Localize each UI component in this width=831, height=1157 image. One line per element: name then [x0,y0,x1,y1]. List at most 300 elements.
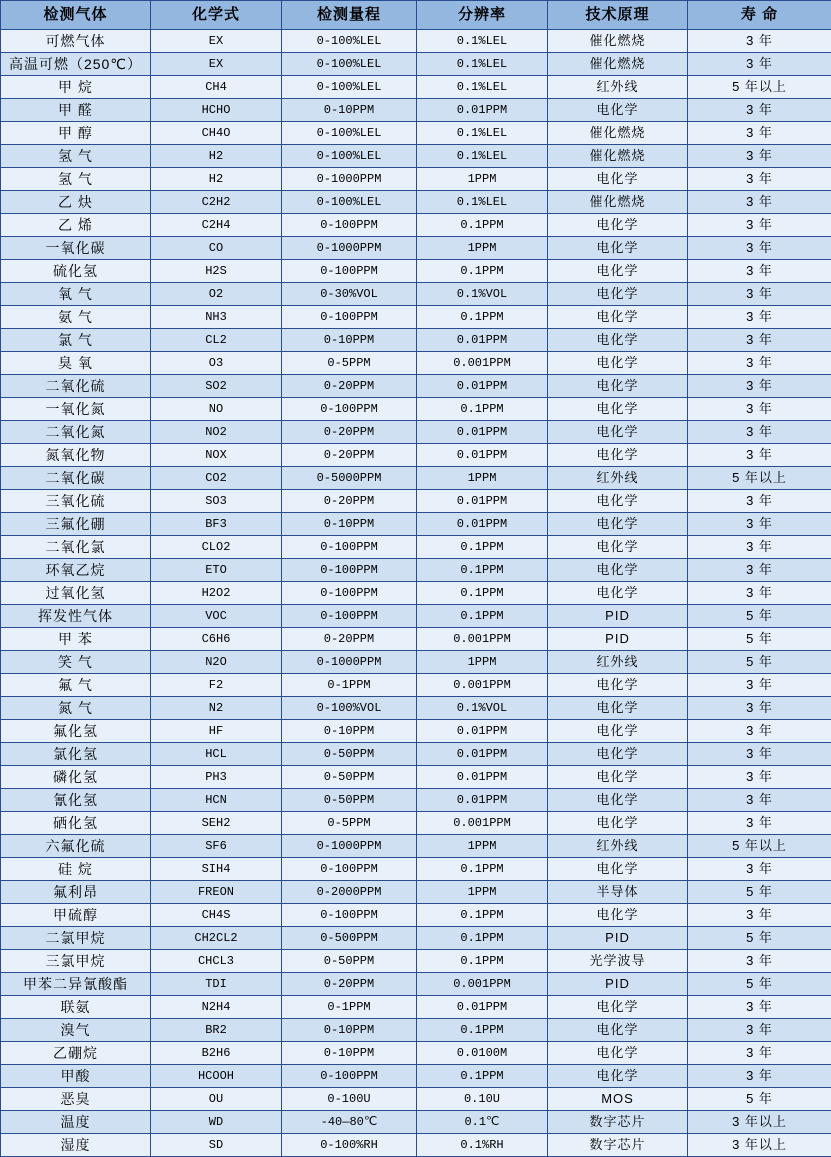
cell-gas: 溴气 [1,1019,151,1042]
cell-resolution: 0.1%VOL [417,283,548,306]
table-row [1,720,831,743]
cell-gas: 恶臭 [1,1088,151,1111]
cell-lifetime: 5 年 [688,973,831,996]
cell-formula: VOC [151,605,282,628]
cell-lifetime: 3 年 [688,421,831,444]
cell-resolution: 0.01PPM [417,743,548,766]
table-row [1,53,831,76]
cell-lifetime: 5 年 [688,605,831,628]
cell-gas: 硫化氢 [1,260,151,283]
cell-range: 0-1000PPM [282,835,417,858]
table-row [1,191,831,214]
cell-principle: 催化燃烧 [548,145,688,168]
cell-resolution: 1PPM [417,881,548,904]
cell-principle: 电化学 [548,329,688,352]
cell-lifetime: 5 年 [688,1088,831,1111]
table-row [1,743,831,766]
cell-gas: 三氯甲烷 [1,950,151,973]
table-row [1,559,831,582]
table-row [1,904,831,927]
cell-lifetime: 3 年 [688,559,831,582]
cell-formula: EX [151,30,282,53]
cell-resolution: 0.01PPM [417,996,548,1019]
cell-range: 0-100%LEL [282,145,417,168]
cell-resolution: 0.001PPM [417,674,548,697]
cell-range: 0-100%VOL [282,697,417,720]
cell-lifetime: 3 年 [688,1065,831,1088]
cell-principle: 电化学 [548,789,688,812]
cell-gas: 二氧化氯 [1,536,151,559]
cell-principle: 电化学 [548,536,688,559]
table-row [1,1111,831,1134]
cell-gas: 氮 气 [1,697,151,720]
cell-gas: 甲硫醇 [1,904,151,927]
cell-range: 0-20PPM [282,375,417,398]
cell-formula: SEH2 [151,812,282,835]
cell-range: 0-50PPM [282,789,417,812]
cell-formula: WD [151,1111,282,1134]
cell-gas: 氧 气 [1,283,151,306]
cell-gas: 氟利昂 [1,881,151,904]
cell-resolution: 0.1PPM [417,260,548,283]
cell-formula: CO2 [151,467,282,490]
cell-principle: 数字芯片 [548,1134,688,1157]
cell-lifetime: 3 年 [688,352,831,375]
column-header-gas: 检测气体 [1,1,151,30]
cell-principle: 电化学 [548,674,688,697]
cell-resolution: 0.10U [417,1088,548,1111]
cell-principle: 电化学 [548,444,688,467]
cell-resolution: 0.1PPM [417,858,548,881]
column-header-formula: 化学式 [151,1,282,30]
table-row [1,76,831,99]
table-row [1,996,831,1019]
cell-formula: BR2 [151,1019,282,1042]
cell-gas: 氮氧化物 [1,444,151,467]
table-row [1,490,831,513]
cell-formula: EX [151,53,282,76]
table-row [1,513,831,536]
cell-lifetime: 3 年 [688,789,831,812]
cell-resolution: 0.1%LEL [417,191,548,214]
cell-principle: 电化学 [548,720,688,743]
cell-principle: 电化学 [548,1019,688,1042]
cell-gas: 甲苯二异氰酸酯 [1,973,151,996]
cell-gas: 一氧化氮 [1,398,151,421]
cell-range: 0-100PPM [282,536,417,559]
cell-range: 0-5000PPM [282,467,417,490]
cell-resolution: 0.01PPM [417,513,548,536]
table-row [1,858,831,881]
cell-formula: O3 [151,352,282,375]
cell-resolution: 0.0100M [417,1042,548,1065]
cell-range: 0-100%LEL [282,76,417,99]
cell-formula: O2 [151,283,282,306]
cell-principle: 电化学 [548,559,688,582]
cell-range: 0-50PPM [282,766,417,789]
cell-principle: 电化学 [548,513,688,536]
cell-lifetime: 5 年 [688,628,831,651]
cell-principle: PID [548,628,688,651]
cell-range: 0-100PPM [282,1065,417,1088]
cell-lifetime: 3 年 [688,260,831,283]
cell-lifetime: 3 年 [688,145,831,168]
cell-formula: N2 [151,697,282,720]
cell-range: 0-50PPM [282,950,417,973]
cell-lifetime: 3 年以上 [688,1134,831,1157]
cell-gas: 环氧乙烷 [1,559,151,582]
cell-principle: 数字芯片 [548,1111,688,1134]
table-row [1,1019,831,1042]
cell-resolution: 1PPM [417,467,548,490]
cell-principle: 电化学 [548,398,688,421]
cell-lifetime: 3 年 [688,1019,831,1042]
cell-gas: 二氧化碳 [1,467,151,490]
cell-resolution: 0.1PPM [417,582,548,605]
cell-lifetime: 3 年 [688,99,831,122]
cell-formula: HCHO [151,99,282,122]
cell-formula: NH3 [151,306,282,329]
table-row [1,697,831,720]
cell-principle: 电化学 [548,1065,688,1088]
cell-principle: 电化学 [548,582,688,605]
cell-formula: SF6 [151,835,282,858]
cell-lifetime: 5 年以上 [688,835,831,858]
table-row [1,973,831,996]
cell-gas: 二氯甲烷 [1,927,151,950]
cell-lifetime: 3 年 [688,1042,831,1065]
table-row [1,306,831,329]
cell-formula: CO [151,237,282,260]
cell-gas: 联氨 [1,996,151,1019]
cell-gas: 甲 醇 [1,122,151,145]
cell-range: 0-100%LEL [282,191,417,214]
cell-principle: 电化学 [548,904,688,927]
cell-resolution: 0.001PPM [417,812,548,835]
cell-formula: BF3 [151,513,282,536]
cell-gas: 乙 烯 [1,214,151,237]
cell-lifetime: 3 年 [688,812,831,835]
table-header [1,1,831,30]
table-row [1,1134,831,1157]
cell-principle: 红外线 [548,467,688,490]
table-row [1,1065,831,1088]
cell-resolution: 0.1PPM [417,1019,548,1042]
cell-resolution: 0.001PPM [417,973,548,996]
cell-formula: F2 [151,674,282,697]
table-row [1,881,831,904]
cell-formula: ETO [151,559,282,582]
cell-principle: 红外线 [548,835,688,858]
cell-gas: 三氟化硼 [1,513,151,536]
cell-principle: PID [548,973,688,996]
cell-resolution: 0.01PPM [417,99,548,122]
cell-resolution: 0.1%LEL [417,76,548,99]
table-row [1,605,831,628]
cell-range: 0-100PPM [282,904,417,927]
cell-formula: CLO2 [151,536,282,559]
cell-lifetime: 3 年 [688,398,831,421]
cell-range: 0-1000PPM [282,237,417,260]
cell-formula: CH4 [151,76,282,99]
cell-formula: SO3 [151,490,282,513]
cell-resolution: 0.01PPM [417,789,548,812]
table-row [1,145,831,168]
cell-gas: 氯化氢 [1,743,151,766]
cell-gas: 高温可燃（250℃） [1,53,151,76]
cell-principle: 红外线 [548,76,688,99]
cell-formula: CH4O [151,122,282,145]
table-body [1,30,831,1157]
cell-formula: N2H4 [151,996,282,1019]
table-row [1,329,831,352]
cell-resolution: 0.1%LEL [417,53,548,76]
cell-range: 0-5PPM [282,812,417,835]
cell-formula: HCN [151,789,282,812]
table-row [1,214,831,237]
cell-gas: 过氧化氢 [1,582,151,605]
cell-formula: FREON [151,881,282,904]
cell-gas: 挥发性气体 [1,605,151,628]
column-header-principle: 技术原理 [548,1,688,30]
cell-range: 0-100%RH [282,1134,417,1157]
cell-principle: 光学波导 [548,950,688,973]
cell-lifetime: 3 年 [688,30,831,53]
cell-resolution: 0.1PPM [417,927,548,950]
cell-gas: 三氧化硫 [1,490,151,513]
cell-principle: 电化学 [548,766,688,789]
cell-resolution: 0.1%RH [417,1134,548,1157]
cell-range: 0-1PPM [282,674,417,697]
cell-gas: 六氟化硫 [1,835,151,858]
cell-range: 0-20PPM [282,490,417,513]
cell-gas: 乙硼烷 [1,1042,151,1065]
cell-formula: B2H6 [151,1042,282,1065]
table-row [1,1088,831,1111]
cell-range: 0-10PPM [282,720,417,743]
cell-lifetime: 3 年 [688,237,831,260]
cell-range: 0-10PPM [282,1042,417,1065]
cell-lifetime: 3 年 [688,697,831,720]
table-row [1,122,831,145]
cell-range: 0-20PPM [282,421,417,444]
table-header-row [1,1,831,30]
cell-lifetime: 3 年 [688,168,831,191]
cell-formula: NOX [151,444,282,467]
cell-principle: 电化学 [548,283,688,306]
cell-gas: 甲酸 [1,1065,151,1088]
cell-range: 0-10PPM [282,513,417,536]
cell-formula: H2 [151,145,282,168]
cell-formula: CHCL3 [151,950,282,973]
cell-lifetime: 3 年 [688,191,831,214]
cell-gas: 氢 气 [1,168,151,191]
cell-resolution: 0.1PPM [417,950,548,973]
cell-lifetime: 3 年 [688,536,831,559]
table-row [1,674,831,697]
table-row [1,237,831,260]
table-row [1,375,831,398]
cell-principle: 电化学 [548,421,688,444]
cell-gas: 氰化氢 [1,789,151,812]
cell-principle: 电化学 [548,996,688,1019]
cell-range: 0-100U [282,1088,417,1111]
cell-lifetime: 3 年 [688,766,831,789]
table-row [1,950,831,973]
cell-lifetime: 3 年 [688,283,831,306]
cell-principle: 电化学 [548,168,688,191]
cell-lifetime: 3 年 [688,122,831,145]
cell-lifetime: 3 年 [688,904,831,927]
cell-lifetime: 3 年 [688,329,831,352]
cell-range: 0-1000PPM [282,651,417,674]
cell-formula: PH3 [151,766,282,789]
cell-resolution: 0.1PPM [417,559,548,582]
cell-lifetime: 3 年 [688,582,831,605]
cell-lifetime: 5 年以上 [688,76,831,99]
table-row [1,536,831,559]
column-header-lifetime: 寿 命 [688,1,831,30]
cell-resolution: 0.1PPM [417,1065,548,1088]
cell-gas: 二氧化硫 [1,375,151,398]
cell-resolution: 0.001PPM [417,352,548,375]
table-row [1,30,831,53]
cell-range: 0-10PPM [282,329,417,352]
table-row [1,835,831,858]
cell-lifetime: 5 年 [688,881,831,904]
cell-principle: 电化学 [548,1042,688,1065]
cell-resolution: 0.1℃ [417,1111,548,1134]
cell-lifetime: 3 年 [688,375,831,398]
cell-formula: N2O [151,651,282,674]
cell-range: 0-100%LEL [282,122,417,145]
cell-principle: 半导体 [548,881,688,904]
cell-gas: 甲 烷 [1,76,151,99]
cell-gas: 氟化氢 [1,720,151,743]
cell-range: 0-30%VOL [282,283,417,306]
cell-formula: HF [151,720,282,743]
table-row [1,421,831,444]
cell-principle: 电化学 [548,743,688,766]
cell-resolution: 0.1PPM [417,306,548,329]
cell-resolution: 1PPM [417,168,548,191]
cell-range: 0-20PPM [282,973,417,996]
cell-gas: 甲 醛 [1,99,151,122]
cell-principle: 催化燃烧 [548,30,688,53]
cell-resolution: 0.1%LEL [417,30,548,53]
table-row [1,352,831,375]
cell-lifetime: 3 年 [688,490,831,513]
cell-formula: C2H2 [151,191,282,214]
cell-gas: 氨 气 [1,306,151,329]
cell-range: 0-100PPM [282,605,417,628]
cell-resolution: 0.1PPM [417,536,548,559]
cell-principle: 催化燃烧 [548,191,688,214]
cell-principle: 电化学 [548,214,688,237]
cell-lifetime: 3 年以上 [688,1111,831,1134]
cell-range: 0-100PPM [282,214,417,237]
cell-formula: H2O2 [151,582,282,605]
cell-resolution: 1PPM [417,651,548,674]
cell-resolution: 0.1%LEL [417,122,548,145]
cell-range: 0-100PPM [282,260,417,283]
cell-range: 0-50PPM [282,743,417,766]
cell-range: 0-100%LEL [282,53,417,76]
cell-gas: 温度 [1,1111,151,1134]
cell-lifetime: 3 年 [688,444,831,467]
cell-resolution: 0.1%LEL [417,145,548,168]
cell-formula: NO2 [151,421,282,444]
table-row [1,582,831,605]
table-row [1,789,831,812]
cell-principle: 电化学 [548,352,688,375]
cell-lifetime: 3 年 [688,306,831,329]
table-row [1,927,831,950]
cell-principle: 红外线 [548,651,688,674]
cell-gas: 笑 气 [1,651,151,674]
cell-formula: C6H6 [151,628,282,651]
cell-formula: CL2 [151,329,282,352]
cell-resolution: 0.1PPM [417,904,548,927]
cell-range: 0-100PPM [282,306,417,329]
cell-formula: H2 [151,168,282,191]
cell-range: 0-20PPM [282,628,417,651]
cell-gas: 可燃气体 [1,30,151,53]
cell-gas: 臭 氧 [1,352,151,375]
cell-formula: SIH4 [151,858,282,881]
cell-principle: 电化学 [548,306,688,329]
cell-range: 0-20PPM [282,444,417,467]
cell-principle: 电化学 [548,260,688,283]
cell-gas: 氟 气 [1,674,151,697]
cell-resolution: 0.1PPM [417,214,548,237]
cell-resolution: 0.01PPM [417,329,548,352]
cell-lifetime: 3 年 [688,950,831,973]
cell-resolution: 0.1PPM [417,398,548,421]
cell-range: 0-1PPM [282,996,417,1019]
cell-principle: MOS [548,1088,688,1111]
cell-lifetime: 3 年 [688,743,831,766]
cell-formula: CH2CL2 [151,927,282,950]
cell-principle: 电化学 [548,697,688,720]
cell-resolution: 0.01PPM [417,444,548,467]
cell-principle: 电化学 [548,812,688,835]
table-row [1,651,831,674]
cell-resolution: 0.01PPM [417,421,548,444]
cell-range: 0-100%LEL [282,30,417,53]
cell-range: 0-10PPM [282,1019,417,1042]
cell-principle: 电化学 [548,375,688,398]
cell-principle: 电化学 [548,858,688,881]
cell-range: 0-500PPM [282,927,417,950]
cell-range: 0-2000PPM [282,881,417,904]
cell-lifetime: 5 年 [688,651,831,674]
cell-resolution: 0.01PPM [417,766,548,789]
table-row [1,467,831,490]
cell-lifetime: 5 年 [688,927,831,950]
cell-resolution: 1PPM [417,237,548,260]
cell-gas: 甲 苯 [1,628,151,651]
cell-resolution: 0.1PPM [417,605,548,628]
cell-principle: 电化学 [548,99,688,122]
cell-formula: SO2 [151,375,282,398]
cell-gas: 氢 气 [1,145,151,168]
cell-formula: TDI [151,973,282,996]
cell-range: 0-100PPM [282,858,417,881]
cell-range: -40—80℃ [282,1111,417,1134]
cell-lifetime: 3 年 [688,53,831,76]
cell-gas: 硒化氢 [1,812,151,835]
